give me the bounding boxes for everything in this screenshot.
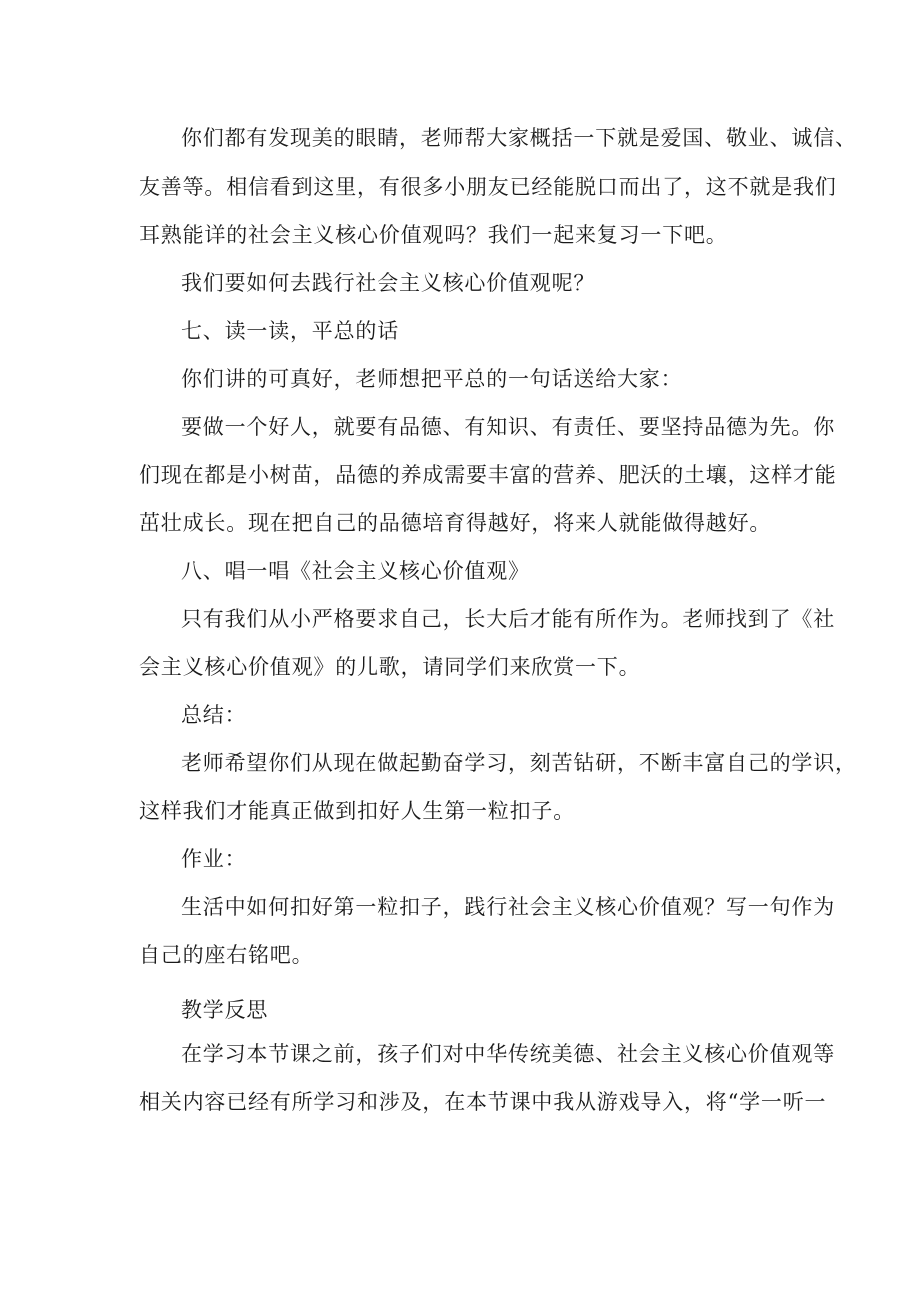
- text-line-15: 这样我们才能真正做到扣好人生第一粒扣子。: [139, 799, 575, 823]
- text-line-11: 只有我们从小严格要求自己，长大后才能有所作为。老师找到了《社: [181, 607, 835, 631]
- text-line-18: 自己的座右铭吧。: [139, 943, 314, 967]
- text-line-20: 在学习本节课之前，孩子们对中华传统美德、社会主义核心价值观等: [181, 1042, 835, 1066]
- section-heading-8: 八、唱一唱《社会主义核心价值观》: [181, 559, 530, 583]
- homework-heading: 作业：: [181, 847, 247, 871]
- text-line-4: 我们要如何去践行社会主义核心价值观呢？: [181, 271, 596, 295]
- text-line-1: 你们都有发现美的眼睛，老师帮大家概括一下就是爱国、敬业、诚信、: [181, 126, 857, 150]
- text-line-7: 要做一个好人，就要有品德、有知识、有责任、要坚持品德为先。你: [181, 415, 835, 439]
- reflection-heading: 教学反思: [181, 998, 269, 1022]
- text-line-14: 老师希望你们从现在做起勤奋学习，刻苦钻研，不断丰富自己的学识，: [181, 751, 857, 775]
- summary-heading: 总结：: [181, 703, 247, 727]
- text-line-6: 你们讲的可真好，老师想把平总的一句话送给大家：: [181, 367, 683, 391]
- text-line-21: 相关内容已经有所学习和涉及，在本节课中我从游戏导入，将“学一听一: [139, 1090, 827, 1114]
- text-line-9: 茁壮成长。现在把自己的品德培育得越好，将来人就能做得越好。: [139, 511, 772, 535]
- text-line-8: 们现在都是小树苗，品德的养成需要丰富的营养、肥沃的土壤，这样才能: [139, 463, 837, 487]
- text-line-17: 生活中如何扣好第一粒扣子，践行社会主义核心价值观？写一句作为: [181, 895, 835, 919]
- text-line-3: 耳熟能详的社会主义核心价值观吗？我们一起来复习一下吧。: [139, 223, 728, 247]
- text-line-2: 友善等。相信看到这里，有很多小朋友已经能脱口而出了，这不就是我们: [139, 175, 837, 199]
- section-heading-7: 七、读一读，平总的话: [181, 319, 399, 343]
- text-line-12: 会主义核心价值观》的儿歌，请同学们来欣赏一下。: [139, 655, 641, 679]
